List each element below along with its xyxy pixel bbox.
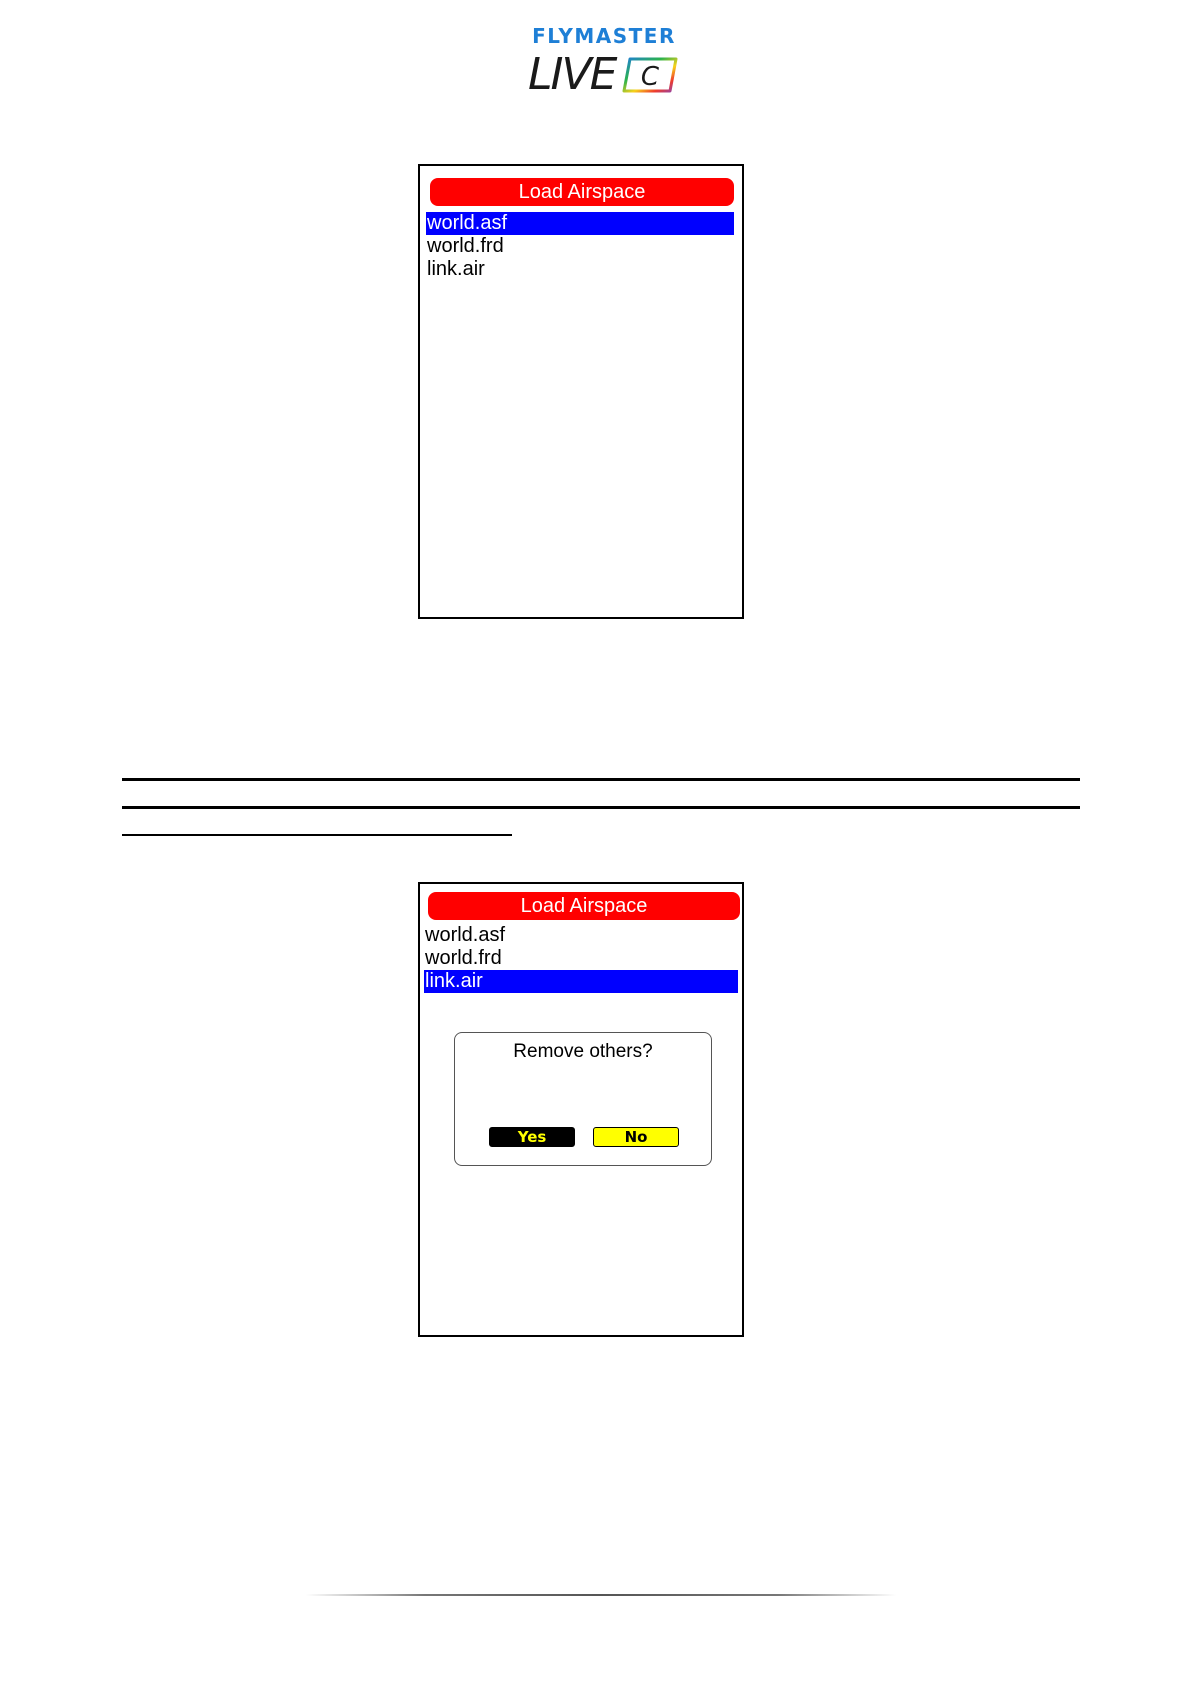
rule-line-2: [122, 806, 1080, 809]
yes-button[interactable]: Yes: [489, 1127, 575, 1147]
product-name: LIVE: [528, 49, 616, 100]
color-badge-icon: [620, 56, 680, 94]
remove-others-dialog: [454, 1032, 712, 1166]
rule-line-1: [122, 778, 1080, 781]
device-screen-load-airspace-confirm: [418, 882, 744, 1337]
file-item-world-frd[interactable]: world.frd: [427, 235, 504, 257]
rule-line-3: [122, 834, 512, 836]
product-logo: [526, 49, 682, 100]
file-item-world-asf[interactable]: world.asf: [426, 212, 734, 235]
no-button[interactable]: No: [593, 1127, 679, 1147]
footer-divider: [306, 1594, 896, 1596]
device-screen-load-airspace: [418, 164, 744, 619]
screen-title: Load Airspace: [428, 892, 740, 920]
brand-name: FLYMASTER: [532, 24, 676, 48]
flymaster-live-logo: [522, 24, 686, 100]
file-item-world-frd[interactable]: world.frd: [425, 947, 502, 969]
dialog-question: Remove others?: [513, 1041, 653, 1062]
screen-title: Load Airspace: [430, 178, 734, 206]
product-badge: C: [640, 62, 660, 92]
file-item-world-asf[interactable]: world.asf: [425, 924, 506, 946]
airspace-file-list: [424, 924, 738, 993]
file-item-link-air[interactable]: link.air: [424, 970, 738, 993]
file-item-link-air[interactable]: link.air: [427, 258, 485, 280]
airspace-file-list: [426, 212, 734, 281]
